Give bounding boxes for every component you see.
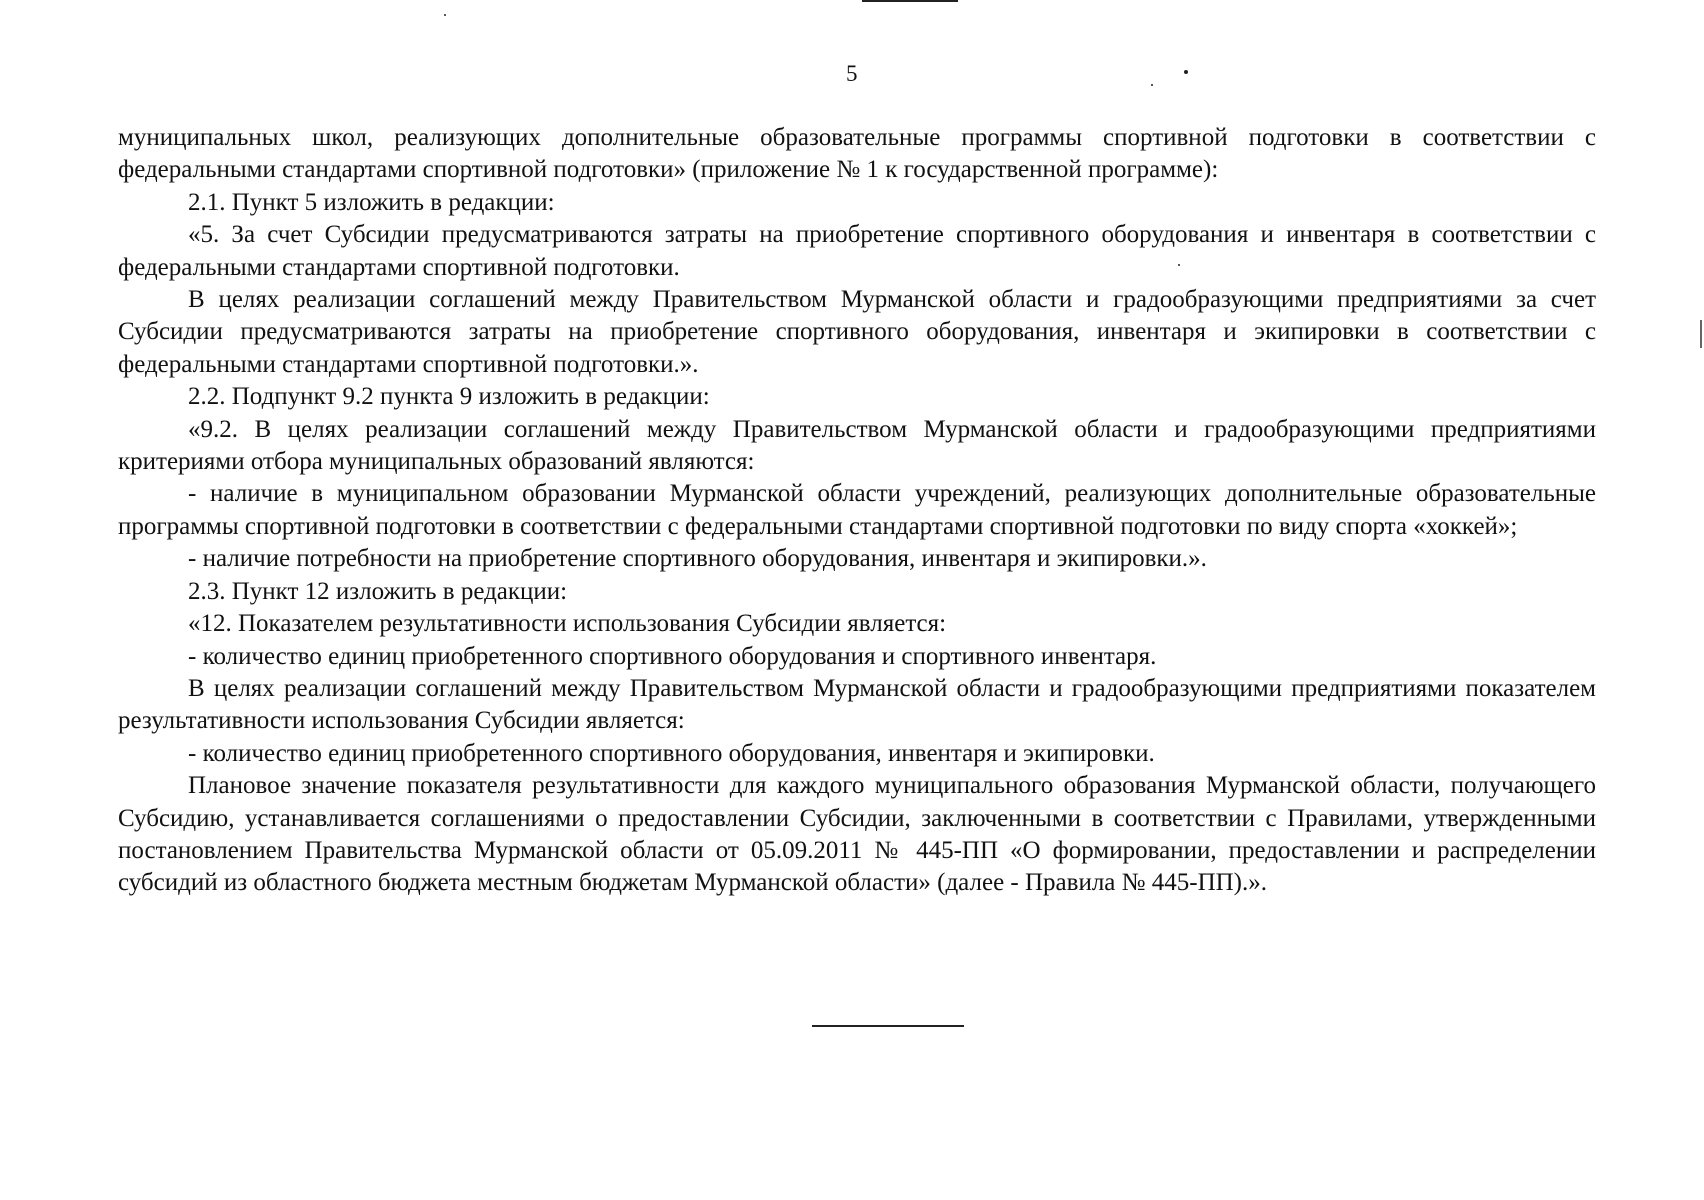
paragraph: «9.2. В целях реализации соглашений между Правительством Мурманской области и градообразующими предприятиями критериями отбора муниципальных образований являются: — [118, 415, 1596, 476]
paragraph: 2.3. Пункт 12 изложить в редакции: — [188, 577, 568, 605]
paragraph: В целях реализации соглашений между Правительством Мурманской области и градообразующими предприятиями показателем результативности использования Субсидии является: — [118, 674, 1596, 735]
document-body — [118, 122, 1596, 900]
paragraph: - наличие в муниципальном образовании Мурманской области учреждений, реализующих дополнительные образовательные программы спортивной подготовки в соответствии с федеральными стандартами спортивной подготовки по виду спорта «хоккей»; — [118, 480, 1596, 540]
paragraph: «12. Показателем результативности использования Субсидии является: — [188, 610, 947, 638]
paragraph: В целях реализации соглашений между Правительством Мурманской области и градообразующими предприятиями за счет Субсидии предусматриваются затраты на приобретение спортивного оборудования, инвентаря и экипировки в соответствии с федеральными стандартами спортивной подготовки.». — [118, 286, 1596, 378]
scan-speck — [1184, 70, 1188, 74]
paragraph: - количество единиц приобретенного спортивного оборудования и спортивного инвентаря. — [188, 642, 1157, 670]
paragraph: 2.2. Подпункт 9.2 пункта 9 изложить в редакции: — [188, 383, 710, 411]
paragraph: «5. За счет Субсидии предусматриваются затраты на приобретение спортивного оборудования и инвентаря в соответствии с федеральными стандартами спортивной подготовки. — [118, 221, 1596, 281]
closing-rule — [812, 1025, 964, 1027]
top-rule — [862, 0, 958, 2]
scan-speck — [1151, 84, 1153, 86]
paragraph: муниципальных школ, реализующих дополнительные образовательные программы спортивной подготовки в соответствии с федеральными стандартами спортивной подготовки» (приложение № 1 к государственной программе): — [118, 124, 1596, 184]
paragraph: - наличие потребности на приобретение спортивного оборудования, инвентаря и экипировки.». — [188, 545, 1207, 573]
scan-edge-mark — [1700, 320, 1702, 348]
paragraph: 2.1. Пункт 5 изложить в редакции: — [188, 188, 555, 216]
scan-speck — [444, 14, 446, 16]
page-number: 5 — [846, 61, 858, 86]
paragraph: Плановое значение показателя результативности для каждого муниципального образования Мурманской области, получающего Субсидию, устанавливается соглашениями о предоставлении Субсидии, заключенными в соответствии с Правилами, утвержденными постановлением Правительства Мурманской области от 05.09.2011 № 445-ПП «О формировании, предоставлении и распределении субсидий из областного бюджета местным бюджетам Мурманской области» (далее - Правила № 445-ПП).». — [118, 772, 1596, 897]
paragraph: - количество единиц приобретенного спортивного оборудования, инвентаря и экипировки. — [188, 739, 1155, 767]
